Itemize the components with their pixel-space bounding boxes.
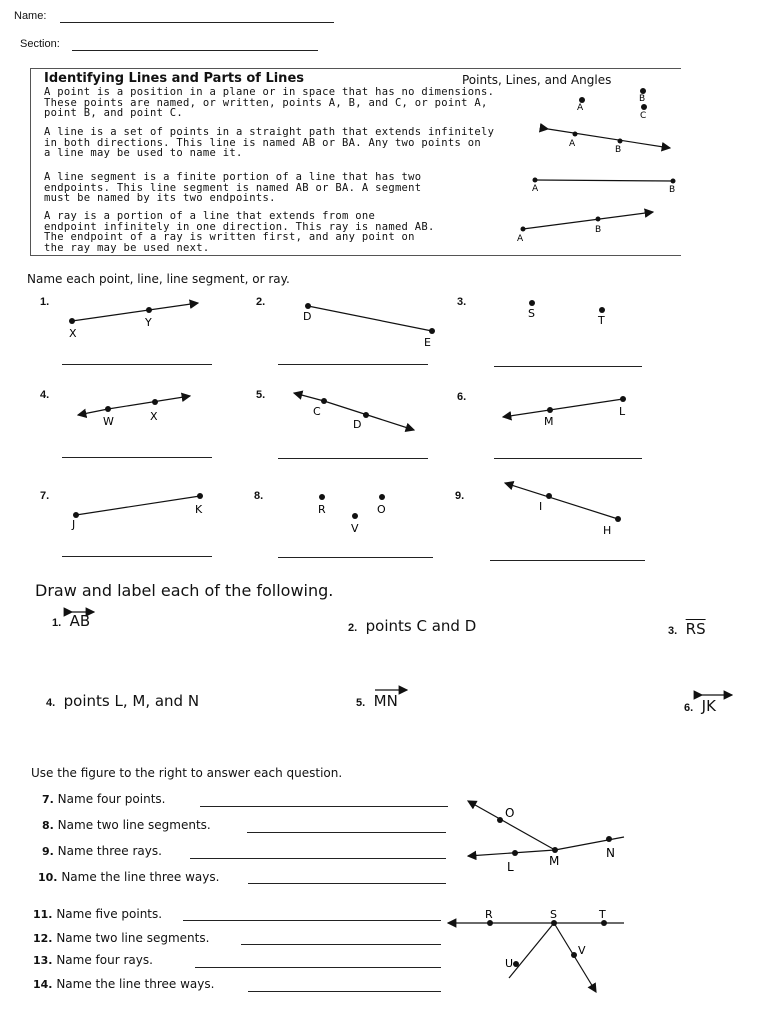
svg-text:H: H [603, 524, 612, 537]
item-number: 5. [256, 389, 266, 401]
figure-5 [290, 388, 420, 434]
item-number: 3. [457, 296, 467, 308]
svg-text:V: V [578, 944, 586, 957]
svg-text:D: D [303, 310, 312, 323]
figure-2 [296, 296, 446, 348]
item-number: 7. [40, 490, 50, 502]
item-number: 4. [40, 389, 50, 401]
item-number: 9. [455, 490, 465, 502]
answer-line-3[interactable] [494, 366, 642, 367]
svg-text:L: L [507, 860, 514, 874]
figure-lomn [462, 796, 626, 876]
section-label: Section: [20, 38, 60, 50]
answer-line-q11[interactable] [183, 920, 441, 921]
svg-text:O: O [505, 806, 515, 820]
ray-figure [517, 212, 653, 244]
box-figures [517, 84, 690, 254]
item-number: 1. [40, 296, 50, 308]
draw-item-1: 1. AB [52, 612, 91, 630]
answer-line-q12[interactable] [241, 944, 441, 945]
answer-line-2[interactable] [278, 364, 428, 365]
svg-text:C: C [640, 111, 647, 121]
figure-8 [310, 490, 400, 534]
draw-item-6: 6. JK [684, 697, 716, 715]
answer-line-q10[interactable] [248, 883, 446, 884]
section-field[interactable] [72, 50, 318, 51]
item-number: 6. [457, 391, 467, 403]
svg-text:U: U [505, 957, 514, 970]
point-definition: A point is a position in a plane or in space that has no dimensions. These points are named, or written, points A, B, and C, or point A, point B, and point C. [44, 86, 495, 119]
question-8: 8. Name two line segments. [42, 818, 211, 832]
svg-text:R: R [318, 503, 326, 516]
figure-4 [70, 390, 200, 430]
answer-line-q13[interactable] [195, 967, 441, 968]
figure-6 [498, 392, 638, 432]
svg-text:X: X [69, 327, 77, 340]
figure-9 [500, 480, 630, 536]
draw-item-4: 4. points L, M, and N [46, 692, 200, 710]
svg-text:M: M [549, 854, 560, 868]
svg-text:O: O [377, 503, 386, 516]
svg-text:K: K [195, 503, 203, 516]
answer-line-q7[interactable] [200, 806, 448, 807]
question-13: 13. Name four rays. [33, 953, 153, 967]
question-14: 14. Name the line three ways. [33, 977, 215, 991]
draw-item-5: 5. MN [356, 692, 398, 710]
figure-3 [520, 296, 620, 332]
svg-text:B: B [639, 94, 646, 104]
segment-definition: A line segment is a finite portion of a line that has two endpoints. This line segment is named AB or BA. A segment must be named by its two endpoints. [44, 171, 422, 204]
question-12: 12. Name two line segments. [33, 931, 210, 945]
svg-text:X: X [150, 410, 158, 423]
segment-figure [532, 178, 676, 196]
svg-text:E: E [424, 336, 431, 349]
draw-item-3: 3. $\overline{RS}$ [668, 620, 706, 638]
figure-instruction: Use the figure to the right to answer each question. [31, 766, 343, 780]
points-figure [577, 88, 647, 121]
answer-line-4[interactable] [62, 457, 212, 458]
answer-line-q14[interactable] [248, 991, 441, 992]
name-label: Name: [14, 10, 47, 22]
svg-text:T: T [598, 314, 605, 327]
line-figure [548, 129, 670, 155]
svg-text:W: W [103, 415, 114, 428]
figure-1 [60, 296, 220, 341]
answer-line-q9[interactable] [190, 858, 446, 859]
svg-text:A: A [532, 184, 539, 194]
answer-line-6[interactable] [494, 458, 642, 459]
svg-text:V: V [351, 522, 359, 535]
answer-line-8[interactable] [278, 557, 433, 558]
answer-line-7[interactable] [62, 556, 212, 557]
answer-line-q8[interactable] [247, 832, 446, 833]
svg-text:I: I [539, 500, 543, 513]
draw-instruction: Draw and label each of the following. [35, 581, 334, 600]
name-field[interactable] [60, 22, 334, 23]
question-11: 11. Name five points. [33, 907, 163, 921]
svg-text:A: A [577, 103, 584, 113]
draw-item-2: 2. points C and D [348, 617, 477, 635]
name-instruction: Name each point, line, line segment, or ray. [27, 272, 290, 286]
answer-line-9[interactable] [490, 560, 645, 561]
svg-text:R: R [485, 908, 493, 921]
question-10: 10. Name the line three ways. [38, 870, 220, 884]
item-number: 2. [256, 296, 266, 308]
svg-text:N: N [606, 846, 615, 860]
svg-text:L: L [619, 405, 626, 418]
answer-line-1[interactable] [62, 364, 212, 365]
svg-text:M: M [544, 415, 554, 428]
line-definition: A line is a set of points in a straight path that extends infinitely in both directions. This line is named AB or BA. Any two points on a line may be used to name it. [44, 126, 495, 159]
svg-text:J: J [72, 518, 76, 531]
box-subtitle: Points, Lines, and Angles [462, 73, 612, 87]
svg-text:S: S [550, 908, 557, 921]
svg-text:T: T [599, 908, 606, 921]
figure-7 [66, 490, 216, 532]
svg-text:A: A [569, 139, 576, 149]
box-title: Identifying Lines and Parts of Lines [44, 71, 304, 86]
svg-text:B: B [595, 225, 602, 235]
item-number: 8. [254, 490, 264, 502]
svg-text:B: B [669, 185, 676, 195]
answer-line-5[interactable] [278, 458, 428, 459]
figure-rstuv [444, 906, 626, 1002]
question-7: 7. Name four points. [42, 792, 166, 806]
svg-text:S: S [528, 307, 535, 320]
svg-text:C: C [313, 405, 321, 418]
ray-definition: A ray is a portion of a line that extends from one endpoint infinitely in one direction. This ray is named AB. The endpoint of a ray is written first, and any point on the ray may be used next. [44, 210, 435, 254]
svg-text:Y: Y [145, 316, 152, 329]
question-9: 9. Name three rays. [42, 844, 162, 858]
svg-text:B: B [615, 145, 622, 155]
svg-text:D: D [353, 418, 362, 431]
svg-text:A: A [517, 234, 524, 244]
